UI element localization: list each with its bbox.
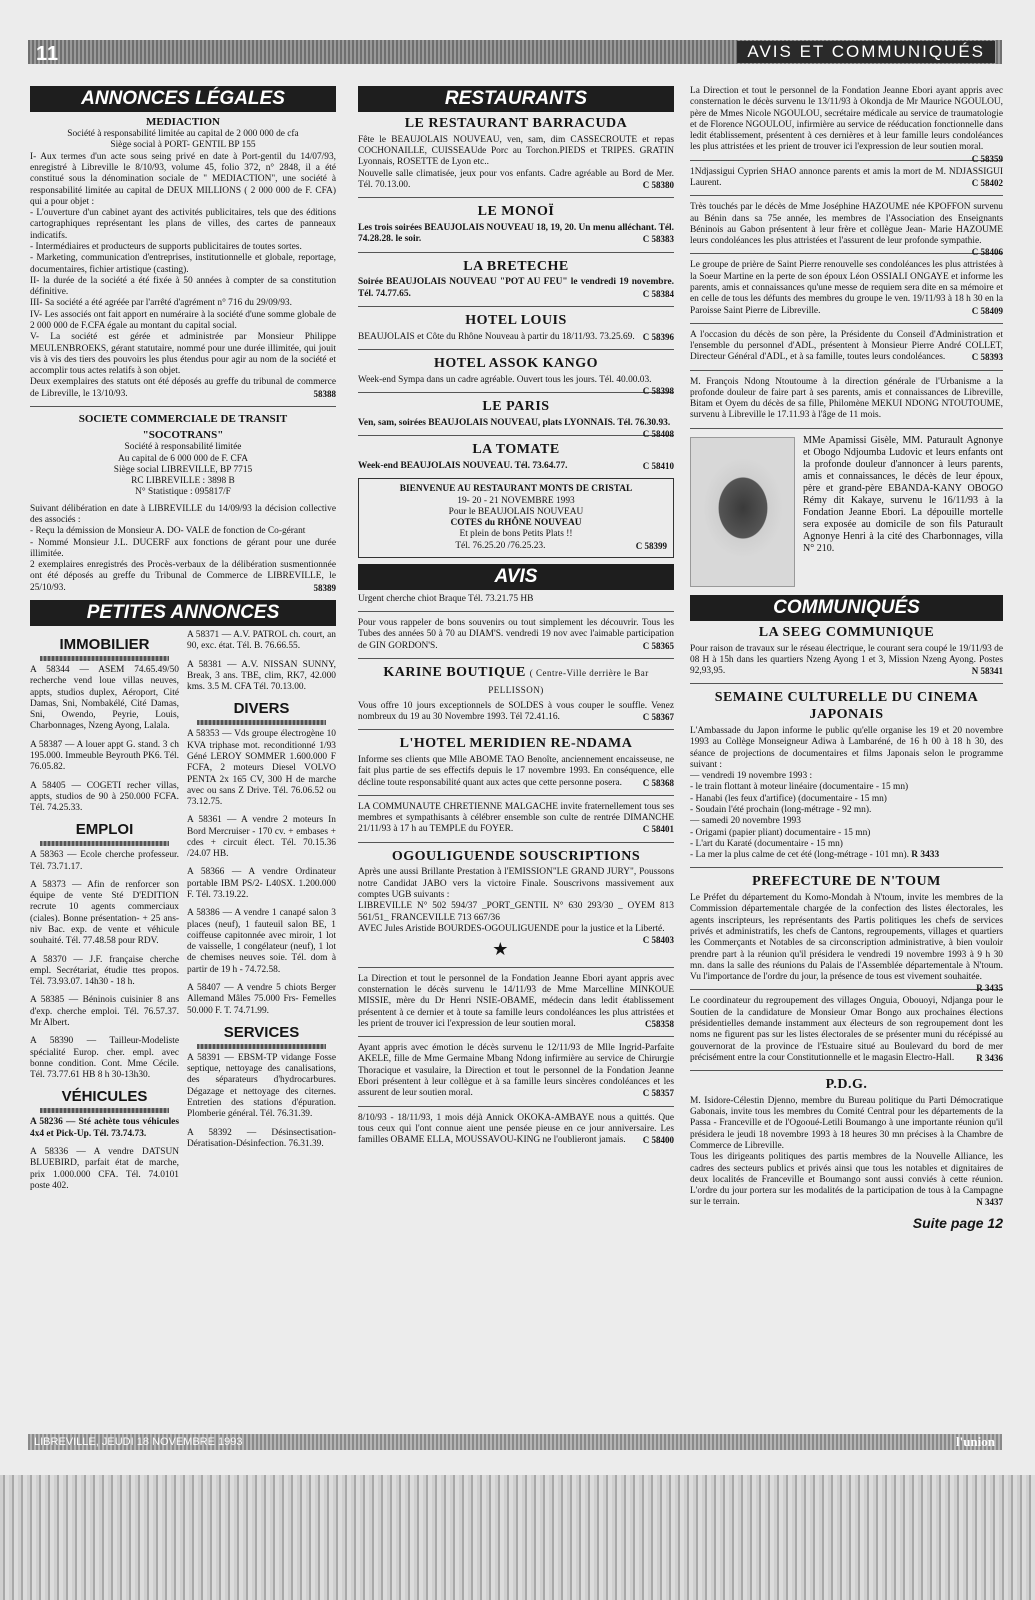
pdg-heading: P.D.G. (825, 1077, 868, 1093)
restaurant-text: Les trois soirées BEAUJOLAIS NOUVEAU 18, 19, 20. Un menu alléchant. Tél. 74.28.28. le soir. C 58383 (358, 223, 674, 245)
box-line: BIENVENUE AU RESTAURANT MONTS DE CRISTAL (399, 484, 633, 495)
notice-text: Très touchés par le décès de Mme Joséphine HAZOUME née KPOFFON survenu au Bénin dans sa 75e année, les membres de l'Association des Enseignants Béninois au Gabon présentent à leur frère et collègue Jean- Marie HAZOUME leurs condoléances les plus attristées et l'assurent de leur profonde sympathie. C 58406 (690, 202, 1003, 258)
communiques-heading: COMMUNIQUÉS (690, 595, 1003, 621)
restaurant-text: Nouvelle salle climatisée, jeux pour vos enfants. Cadre agréable au Bord de Mer. Tél. 70.13.00. C 58380 (358, 168, 674, 190)
karine-heading: KARINE BOUTIQUE ( Centre-Ville derrière le Bar PELLISSON) (383, 665, 649, 695)
ogouliguende-heading: OGOULIGUENDE SOUSCRIPTIONS (391, 848, 641, 864)
classified-ad: A 58336 — A vendre DATSUN BLUEBIRD, parfait état de marche, prix 1.000.000 CFA. Tél. 74.0101 poste 402. (30, 1146, 179, 1191)
mediaction-line: Siège social à PORT- GENTIL BP 155 (110, 140, 256, 151)
category-rule (197, 1044, 326, 1049)
classified-ad: A 58363 — Ecole cherche professeur. Tél. 73.71.17. (30, 850, 179, 872)
mediaction-name: MEDIACTION (146, 116, 220, 128)
socotrans-paragraph: Suivant délibération en date à LIBREVILLE du 14/09/93 la décision collective des associés : (30, 503, 336, 525)
divider (690, 1070, 1003, 1071)
section-title: AVIS ET COMMUNIQUÉS (737, 41, 995, 63)
restaurant-name: LA TOMATE (472, 442, 560, 458)
classified-ad: A 58387 — A louer appt G. stand. 3 ch 195.000. Immeuble Beyrouth PK6. Tél. 76.05.82. (30, 739, 179, 773)
petites-annonces-columns (30, 630, 336, 1199)
divers-heading: DIVERS (233, 700, 290, 718)
classified-ad: A 58385 — Béninois cuisinier 8 ans d'exp. cherche emploi. Tél. 76.57.37. Mr Albert. (30, 995, 179, 1028)
mediaction-paragraph: III- Sa société a été agréée par l'arrêté d'agrément n° 716 du 29/09/93. (30, 298, 292, 309)
ntoum-heading: PREFECTURE DE N'TOUM (752, 874, 941, 890)
footer-dateline: LIBREVILLE, JEUDI 18 NOVEMBRE 1993 (34, 1436, 243, 1448)
column-communiques (690, 86, 1003, 1426)
program-item: — vendredi 19 novembre 1993 : (690, 771, 813, 782)
divider (690, 428, 1003, 429)
divider (690, 160, 1003, 161)
classified-ad: A 58371 — A.V. PATROL ch. court, an 90, exc. état. Tél. B. 76.66.55. (187, 629, 336, 652)
divider (358, 795, 674, 796)
classified-ad: A 58361 — A vendre 2 moteurs In Bord Mercruiser - 170 cv. + embases + cdes + circuit élect. Tél. 70.15.36 /24.07 HB. (187, 815, 336, 860)
divider (358, 197, 674, 198)
divider (358, 392, 674, 393)
notice-text: Tous les dirigeants politiques des partis membres de la Nouvelle Alliance, les cadres des secteurs publics et privés ainsi que tous les notables et dignitaires de deux localités de Franceville et Boumango sont aussi conviés à cette réunion. L'ordre du jour portera sur les modalités de la participation de tous à la Campagne sur le terrain. N 3437 (690, 1152, 1003, 1208)
notice-text: 1Ndjassigui Cyprien SHAO annonce parents et amis la mort de M. NDJASSIGUI Laurent. C 58402 (690, 166, 1003, 188)
program-item: - Origami (papier pliant) documentaire - 15 mn) (690, 827, 871, 838)
monts-de-cristal-box (358, 478, 674, 558)
program-item: - L'art du Karaté (documentaire - 15 mn) (690, 838, 843, 849)
divider (358, 967, 674, 968)
divider (358, 729, 674, 730)
divider (358, 252, 674, 253)
category-rule (40, 656, 169, 661)
classified-ad: A 58390 — Tailleur-Modeliste spécialité Europ. cher. empl. avec bonne condition. Cont. Mme Cécile. Tél. 73.77.61 HB 8 h 30-13h30. (30, 1036, 179, 1081)
socotrans-line: RC LIBREVILLE : 3898 B (131, 476, 235, 487)
annonces-legales-heading: ANNONCES LÉGALES (30, 86, 336, 112)
cinema-heading: SEMAINE CULTURELLE DU CINEMA JAPONAIS (714, 690, 979, 723)
divider (30, 406, 336, 407)
socotrans-line: Siège social LIBREVILLE, BP 7715 (113, 464, 253, 475)
mediaction-paragraph: - Intermédiaires et producteurs de supports publicitaires de toutes sortes. (30, 242, 302, 252)
restaurant-text: Week-end BEAUJOLAIS NOUVEAU. Tél. 73.64.77. C 58410 (358, 460, 674, 471)
petites-annonces-heading: PETITES ANNONCES (30, 600, 336, 626)
category-rule (40, 1108, 169, 1113)
divider (690, 989, 1003, 990)
classified-ad: A 58392 — Désinsectisation-Dératisation-Désinfection. 76.31.39. (187, 1127, 336, 1149)
socotrans-paragraph: 2 exemplaires enregistrés des Procès-verbaux de la délibération susmentionnée ont été déposés au greffe du Tribunal de Commerce de LIBREVILLE, le 25/10/93. 58389 (30, 560, 336, 593)
avis-text: Après une aussi Brillante Prestation à l'EMISSION"LE GRAND JURY", Poussons notre Candidat JABO vers la victoire Finale. Souscrivons massivement aux comptes UGB suivants : (358, 867, 674, 901)
program-item: - Soudain l'été prochain (long-métrage - 92 mn). (690, 804, 872, 815)
restaurant-text: Soirée BEAUJOLAIS NOUVEAU "POT AU FEU" le vendredi 19 novembre. Tél. 74.77.65. C 58384 (358, 277, 674, 299)
classified-ad: A 58381 — A.V. NISSAN SUNNY, Break, 3 ans. TBE, clim, RK7, 42.000 kms. 3.5 M. CFA Tél. 70.13.00. (187, 659, 336, 693)
petites-annonces-right (187, 630, 336, 1199)
page-number: 11 (36, 43, 60, 65)
avis-text: 8/10/93 - 18/11/93, 1 mois déjà Annick OKOKA-AMBAYE nous a quittés. Que tous ceux qui l'ont connue aient une pensée pieuse en ce jour anniversaire. Les familles OBAME ELLA, MOUSSAVOU-KING ne l'oublieront jamais. C 58400 (358, 1112, 674, 1146)
box-line: Pour le BEAUJOLAIS NOUVEAU (448, 506, 584, 517)
socotrans-line: N° Statistique : 095817/F (135, 487, 231, 498)
mediaction-line: Société à responsabilité limitée au capital de 2 000 000 de cfa (67, 129, 299, 140)
box-line: Et plein de bons Petits Plats !! (459, 529, 573, 540)
socotrans-line: SOCIETE COMMERCIALE DE TRANSIT (78, 412, 288, 425)
restaurant-text: Ven, sam, soirées BEAUJOLAIS NOUVEAU, plats LYONNAIS. Tél. 76.30.93. C 58408 (358, 417, 674, 440)
divider (358, 611, 674, 612)
divider (358, 435, 674, 436)
notice-text: L'Ambassade du Japon informe le public qu'elle organise les 19 et 20 novembre 1993 au Collège Monseigneur Adiwa à Lambaréné, de 16 h 00 à 18 h 30, des séance de projections de documentaires et films Japonais selon le programme suivant : (690, 725, 1003, 770)
divider (358, 1036, 674, 1037)
divider (358, 1106, 674, 1107)
classified-ad: A 58236 — Sté achète tous véhicules 4x4 et Pick-Up. Tél. 73.74.73. (30, 1117, 179, 1139)
divider (690, 253, 1003, 254)
box-line: COTES du RHÔNE NOUVEAU (450, 518, 582, 529)
program-item: — samedi 20 novembre 1993 (690, 816, 801, 827)
category-rule (197, 720, 326, 725)
classified-ad: A 58405 — COGETI recher villas, appts, studios de 90 à 250.000 FCFA. Tél. 74.25.33. (30, 780, 179, 814)
divider (690, 867, 1003, 868)
continued-link[interactable]: Suite page 12 (912, 1214, 1003, 1231)
notice-text: M. Isidore-Célestin Djenno, membre du Bureau politique du Parti Démocratique Gabonais, invite tous les membres du Comité Central pour les départements de la Passa - Franceville et de l'Ogooué-Letili Boumango à une importante réunion qu'il présidera le jeudi 18 novembre 1993 à 18 heures 30 mn précises à la Chambre de Commerce de Libreville. (690, 1095, 1003, 1152)
notice-text: M. François Ndong Ntoutoume à la direction générale de l'Urbanisme a la profonde douleur de faire part à ses parents, amis et connaissances de Libreville, Bitam et Oyem du décès de sa fille, Philomène MEKUI NDONG NTOUTOUME, survenu à Libreville le 17.11.93 à l'âge de 11 mois. (690, 376, 1003, 421)
notice-text: MMe Apamissi Gisèle, MM. Paturault Agnonye et Obogo Ndjoumba Ludovic et leurs enfants ont la profonde douleur d'annoncer à leurs parents, amis et connaissances, le décès de leur époux, père et grand-père EBANDA-KANY OBOGO Rémy dit Kakaye, survenu le 16/11/93 à la Fondation Jeanne Ebori. La dépouille mortelle sera exposée au domicile de son fils Paturault Agnonye Henri à la cité des Charbonnages, villa N° 210. (803, 434, 1003, 554)
restaurant-name: HOTEL ASSOK KANGO (433, 356, 599, 371)
restaurant-text: Fête le BEAUJOLAIS NOUVEAU, ven, sam, dim CASSECROUTE et repas COCHONAILLE, CUISSEAUde Porc au Torchon.PIEDS et TRIPES. GRATIN Lyonnais, ROSETTE de Lyon etc.. (358, 134, 674, 168)
mediaction-paragraph: IV- Les associés ont fait apport en numéraire à la société d'une somme globale de 2 000 000 de F.CFA égale au montant du capital social. (30, 309, 336, 331)
classified-ad: A 58370 — J.F. française cherche empl. Secrétariat, étudie ttes propos. Tél. 73.93.07. 14h30 - 18 h. (30, 954, 179, 988)
restaurant-name: LE MONOÏ (477, 204, 555, 220)
divider (358, 842, 674, 843)
avis-text: LA COMMUNAUTE CHRETIENNE MALGACHE invite fraternellement tous ses membres et sympathisants à célébrer ensemble son culte de rentrée DIMANCHE 21/11/93 à 17 h au TEMPLE du FOYER. C 58401 (358, 801, 674, 835)
mediaction-paragraph: II- la durée de la société a été fixée à 50 années à compter de sa constitution définitive. (30, 275, 336, 298)
program-item: - le train flottant à moteur linéaire (documentaire - 15 mn) (690, 782, 909, 793)
avis-text: Informe ses clients que Mlle ABOME TAO Benoîte, anciennement encaisseuse, ne fait plus partie de ses effectifs depuis le 17 novembre 1993. En conséquence, elle décline toute responsabilité quant aux actes que cette personne posera. C 58368 (358, 755, 674, 788)
category-rule (40, 841, 169, 846)
emploi-heading: EMPLOI (75, 821, 134, 839)
avis-text: La Direction et tout le personnel de la Fondation Jeanne Ebori ayant appris avec consternation le décès survenu le 14/11/93 de Mme Marcelline MINKOUE MISSIE, mère du Dr Henri NSIE-OBAME, médecin dans ledit établissement présentent à ce dernier et à toute sa famille leurs condoléances les plus attristées et les prient de trouver ici l'expression de leur soutien moral. C58358 (358, 973, 674, 1029)
notice-text: Le Préfet du département du Komo-Mondah à N'toum, invite les membres de la Commission départementale chargée de la confection des listes électorales, les agents inscripteurs, les représentants des Partis politiques les chefs de services privés et administratifs, les chefs de Cantons, regroupements, villages et quartiers les Commerçants et Notables de sa circonscription administrative, à bien vouloir prendre part à la réunion qu'il présidera le vendredi 19 novembre 1993 à 9 h 30 mn. dans la salle des réunions du Palais de l'Assemblée départementale à N'toum. Vu l'importance de l'ordre du jour, la présence de tous est vivement souhaitée. R 3435 (690, 893, 1003, 994)
meridien-heading: L'HOTEL MERIDIEN RE-NDAMA (399, 736, 633, 752)
classified-ad: A 58353 — Vds groupe électrogène 10 KVA triphase mot. reconditionné 1/93 Géné LEROY SOMMER 1.600.000 F FCFA, 2 moteurs Diesel VOLVO PENTA 2x 165 CV, 300 H de marche avec ou sans Z Drive. Tél. 76.06.52 ou 73.12.75. (187, 729, 336, 808)
services-heading: SERVICES (223, 1023, 300, 1041)
restaurant-name: LE PARIS (482, 399, 550, 415)
socotrans-paragraph: - Reçu la démission de Monsieur A. DO- VALE de fonction de Co-gérant (30, 526, 306, 537)
star-separator: ★ (492, 939, 509, 960)
notice-text: La Direction et tout le personnel de la Fondation Jeanne Ebori ayant appris avec consternation le décès survenu le 13/11/93 à Okondja de Mr Maurice NGOULOU, père de Mmes Nicole NGOULOU, secrétaire médicale au service de traumatologie et de Florence NGOULOU, infirmière au service de rééducation fonctionnelle dans ledit établissement, présentent à ces dernières et à leur famille leurs condoléances les plus attristées et les prient de trouver ici l'expression de leur soutien moral. C 58359 (690, 86, 1003, 164)
mediaction-paragraph: - L'ouverture d'un cabinet ayant des activités publicitaires, tels que des éditions cartographiques représentant les plans de villes, des cartes de panneaux indicatifs. (30, 208, 336, 241)
vehicules-heading: VÉHICULES (61, 1088, 148, 1106)
divider (690, 683, 1003, 684)
notice-text: Le coordinateur du regroupement des villages Onguia, Obouoyi, Ndjanga pour le Soutien de la candidature de Monsieur Omar Bongo aux prochaines élections présidentielles demande instamment aux électeurs de son regroupement dont les noms ne figurent pas sur les listes électorales de se présenter muni du récépissé au gouvernorat de la province de l'Estuaire situé au Boulevard du bord de mer précisément entre la cour Constitutionnelle et le magasin Electro-Hall. R 3436 (690, 996, 1003, 1063)
program-item: - Hanabi (les feux d'artifice) (documentaire - 15 mn) (690, 793, 887, 804)
restaurants-heading: RESTAURANTS (358, 86, 674, 112)
petites-annonces-left (30, 630, 179, 1199)
divider (690, 323, 1003, 324)
avis-text: Urgent cherche chiot Braque Tél. 73.21.75 HB (358, 593, 534, 604)
box-line: Tél. 76.25.20 /76.25.23. C 58399 (455, 540, 667, 551)
portrait-photo (690, 437, 795, 587)
avis-text: Pour vous rappeler de bons souvenirs ou tout simplement les découvrir. Tous les Tubes des années 50 à 70 au DIAM'S. vendredi 19 nov avec l'aimable participation de GIN GORDON'S. C 58365 (358, 618, 674, 651)
restaurant-text: BEAUJOLAIS et Côte du Rhône Nouveau à partir du 18/11/93. 73.25.69. C 58396 (358, 331, 674, 342)
column-annonces (30, 86, 336, 1421)
classified-ad: A 58407 — A vendre 5 chiots Berger Allemand Mâles 75.000 Frs- Femelles 50.000 F. T. 74.71.99. (187, 983, 336, 1016)
divider (358, 349, 674, 350)
notice-text: A l'occasion du décès de son père, la Présidente du Conseil d'Administration et l'ensemble du personnel d'ADL, présentent à Monsieur Pierre André COLLET, Directeur Général d'ADL, et à sa famille, toutes leurs condoléances. C 58393 (690, 329, 1003, 363)
socotrans-line: Société à responsabilité limitée (124, 442, 242, 453)
socotrans-line: Au capital de 6 000 000 de F. CFA (117, 453, 249, 464)
immobilier-heading: IMMOBILIER (59, 635, 150, 653)
program-item: - La mer la plus calme de cet été (long-métrage - 101 mn). R 3433 (690, 850, 940, 861)
avis-text: Ayant appris avec émotion le décès survenu le 12/11/93 de Mlle Ingrid-Parfaite AKELE, fille de Mme Germaine Mbang Ndong infirmière au service de Chirurgie Thoracique et vasulaire, la Direction et tout le personnel de la Fondation Jeanne Ebori présentent à leur collègue et à sa famille leurs sincères condoléances et les assurent de leur soutien moral. C 58357 (358, 1043, 674, 1099)
restaurant-text: Week-end Sympa dans un cadre agréable. Ouvert tous les jours. Tél. 40.00.03. C 58398 (358, 374, 674, 397)
restaurant-name: LE RESTAURANT BARRACUDA (404, 116, 628, 131)
classified-ad: A 58386 — A vendre 1 canapé salon 3 places (neuf), 1 fauteuil salon BE, 1 coiffeuse capitonnée avec miroir, 1 lot de vaisselle, 1 congélateur (neuf), 1 lot de chemises neuves soie. Tél. dom à partir de 19 h - 74.72.58. (187, 908, 336, 975)
divider (358, 658, 674, 659)
mediaction-paragraph: V- La société est gérée et administrée par Monsieur Philippe MEULENBROEKS, gérant statutaire, nommé pour une durée illimitée, qui jouit vis à vis des tiers des pouvoirs les plus étendus pour agir au nom de la société et accomplir tous actes relatifs à son objet. (30, 332, 336, 377)
avis-heading: AVIS (358, 564, 674, 590)
divider (690, 370, 1003, 371)
avis-text: Vous offre 10 jours exceptionnels de SOLDES à vous couper le souffle. Venez nombreux du 19 au 30 Novembre 1993. Tél 72.41.16. C 58367 (358, 700, 674, 722)
classified-ad: A 58373 — Afin de renforcer son équipe de vente Sté D'EDITION recrute 10 agents commerciaux (ciales). Bonne présentation- + 25 ans- niv Bac. exp. de vente et véhicule souhaité. Tél. 77.48.58 pour RDV. (30, 879, 179, 947)
avis-text: LIBREVILLE N° 502 594/37 _PORT_GENTIL N° 630 293/30 _ OYEM 813 561/51_ FRANCEVILLE 713 667/36 (358, 901, 674, 923)
socotrans-paragraph: - Nommé Monsieur J.L. DUCERF aux fonctions de gérant pour une durée illimitée. (30, 537, 336, 559)
avis-text: AVEC Jules Aristide BOURDES-OGOULIGUENDE pour la justice et la Liberté. C 58403 (358, 923, 674, 946)
box-line: 19- 20 - 21 NOVEMBRE 1993 (457, 495, 575, 506)
mediaction-paragraph: Deux exemplaires des statuts ont été déposés au greffe du tribunal de commerce de Libreville, le 13/10/93. 58388 (30, 377, 336, 399)
footer-masthead: l'union (955, 1434, 995, 1449)
classified-ad: A 58366 — A vendre Ordinateur portable IBM PS/2- L40SX. 1.200.000 F. Tél. 73.19.22. (187, 867, 336, 901)
column-restaurants (358, 86, 674, 1426)
ebanda-notice (690, 435, 1003, 589)
divider (358, 306, 674, 307)
mediaction-paragraph: - Marketing, communication d'entreprises, institutionnelle et globale, reportage, documentaires, fichier artistique (casting). (30, 253, 336, 275)
restaurant-name: LA BRETECHE (463, 258, 569, 274)
socotrans-line: "SOCOTRANS" (142, 429, 224, 442)
notice-text: Le groupe de prière de Saint Pierre renouvelle ses condoléances les plus attristées à la Soeur Martine en la perte de son époux Léon OSSIALI ONGAYE et informe les parents, amis et connaissances qu'une messe de requiem sera dite en sa mémoire et en celle de tous les défunts des membres du groupe le ven. 19/11/93 à 18 h 30 en la Paroisse Saint Pierre de Libreville. C 58409 (690, 260, 1003, 316)
seeg-heading: LA SEEG COMMUNIQUE (758, 624, 935, 640)
restaurant-name: HOTEL LOUIS (465, 312, 567, 328)
scan-artifact (0, 1475, 1035, 1600)
mediaction-paragraph: I- Aux termes d'un acte sous seing privé en date à Port-gentil du 14/07/93, enregistré à Libreville le 8/10/93, volume 45, folio 372, n° 2848, il a été constitué sous la dénomination sociale de " MEDIACTION", une société à responsabilité limitée au capital de DEUX MILLIONS ( 2 000 000 de F. CFA) qui a pour objet : (30, 151, 336, 207)
divider (690, 195, 1003, 196)
classified-ad: A 58391 — EBSM-TP vidange Fosse septique, nettoyage des canalisations, des séparateurs d'hydrocarbures. Dégazage et nettoyage des citernes. Entretien des stations d'épuration. Plomberie général. Tél. 76.31.39. (187, 1052, 336, 1120)
notice-text: Pour raison de travaux sur le réseau électrique, le courant sera coupé le 19/11/93 de 08 H à 15h dans les quartiers Nzeng Ayong 1 et 3, Mission Nzeng Ayong. Postes 92,93,95. N 58341 (690, 643, 1003, 677)
classified-ad: A 58344 — ASEM 74.65.49/50 recherche vend loue villas neuves, appts, studios duplex, Aéroport, Cité Damas, Sni, Nombakélé, Cité Damas, Sni, Owendo, Peyrie, Louis, Charbonnages, Nzeng Ayong, Lalala. (30, 664, 179, 732)
